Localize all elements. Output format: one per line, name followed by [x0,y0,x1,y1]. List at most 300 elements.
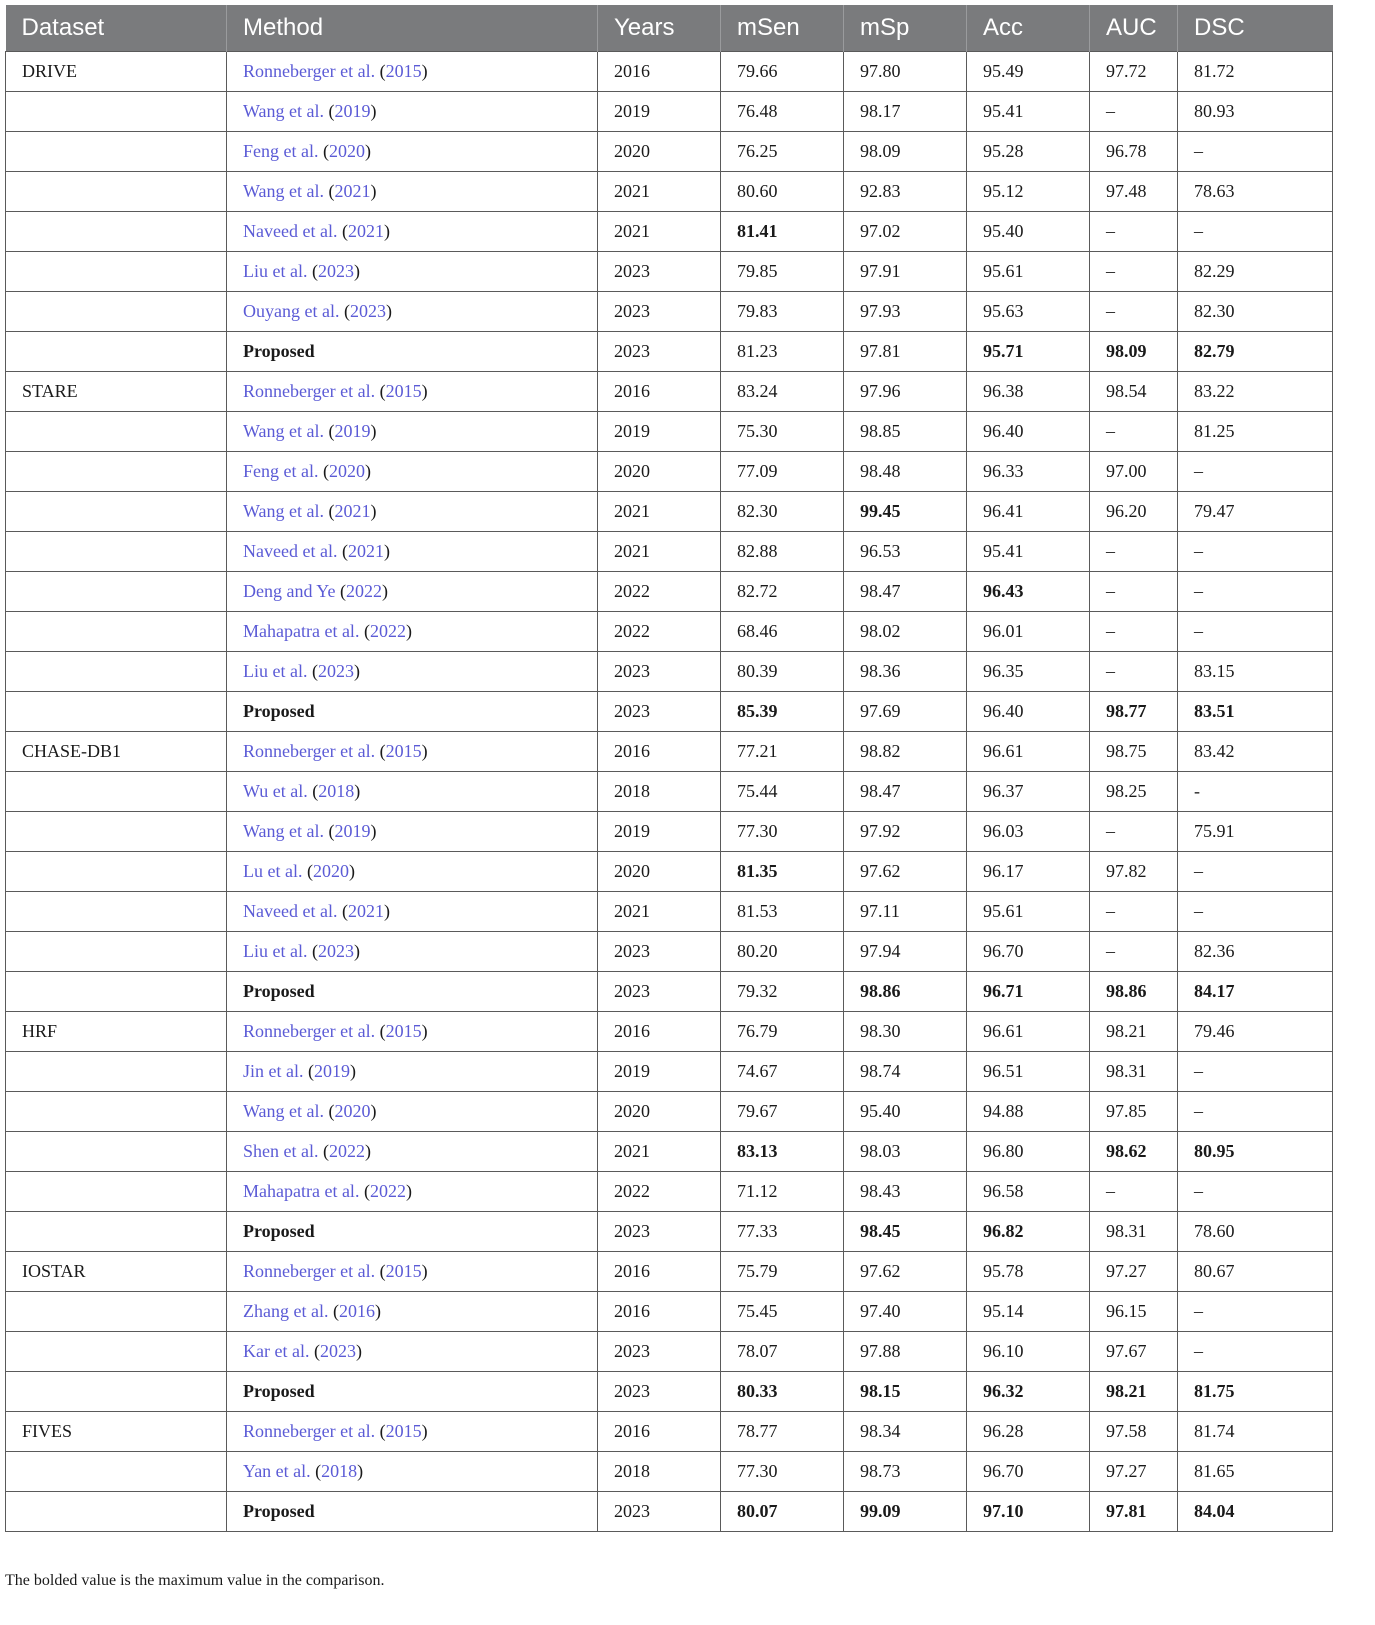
citation-author-link[interactable]: Ronneberger et al. [243,1261,376,1281]
header-method: Method [227,5,598,52]
table-row [6,532,1333,572]
citation-author-link[interactable]: Feng et al. [243,141,319,161]
dataset-cell [6,1172,227,1212]
dataset-cell [6,172,227,212]
acc-cell: 96.01 [967,612,1090,652]
acc-cell: 95.63 [967,292,1090,332]
citation-author-link[interactable]: Wu et al. [243,781,308,801]
years-cell: 2020 [598,852,721,892]
citation-year-link[interactable]: 2019 [334,101,371,121]
auc-cell: 98.21 [1090,1372,1178,1412]
table-row [6,1172,1333,1212]
table-row [6,1332,1333,1372]
method-cell: Naveed et al. (2021) [227,212,598,252]
acc-cell: 96.10 [967,1332,1090,1372]
table-row [6,1052,1333,1092]
years-cell: 2023 [598,972,721,1012]
method-cell: Wang et al. (2019) [227,92,598,132]
msp-cell: 98.73 [844,1452,967,1492]
msen-cell: 71.12 [721,1172,844,1212]
citation-author-link[interactable]: Ronneberger et al. [243,741,376,761]
auc-cell: 97.81 [1090,1492,1178,1532]
method-cell: Wang et al. (2019) [227,412,598,452]
msen-cell: 80.33 [721,1372,844,1412]
years-cell: 2021 [598,492,721,532]
years-cell: 2020 [598,1092,721,1132]
citation-year-link[interactable]: 2018 [318,781,355,801]
msp-cell: 98.47 [844,772,967,812]
dataset-cell: FIVES [6,1412,227,1452]
method-cell [227,1492,598,1532]
citation-year-link[interactable]: 2022 [369,1181,406,1201]
msen-cell: 77.30 [721,812,844,852]
table-row [6,932,1333,972]
citation-year-link[interactable]: 2021 [347,541,384,561]
acc-cell: 96.61 [967,1012,1090,1052]
auc-cell: – [1090,412,1178,452]
dataset-cell [6,1092,227,1132]
acc-cell: 96.80 [967,1132,1090,1172]
msen-cell: 82.72 [721,572,844,612]
header-acc: Acc [967,5,1090,52]
acc-cell: 95.78 [967,1252,1090,1292]
msp-cell: 98.17 [844,92,967,132]
years-cell: 2016 [598,1292,721,1332]
years-cell: 2020 [598,132,721,172]
dataset-cell [6,852,227,892]
dsc-cell: – [1178,132,1333,172]
auc-cell: – [1090,612,1178,652]
dsc-cell: 81.75 [1178,1372,1333,1412]
msen-cell: 81.35 [721,852,844,892]
citation-year-link[interactable]: 2021 [347,901,384,921]
proposed-label: Proposed [243,701,315,721]
method-cell: Naveed et al. (2021) [227,532,598,572]
citation-year-link[interactable]: 2023 [349,301,386,321]
years-cell: 2021 [598,212,721,252]
table-row [6,332,1333,372]
auc-cell: 97.72 [1090,52,1178,92]
dataset-cell [6,1372,227,1412]
method-cell: Ronneberger et al. (2015) [227,1012,598,1052]
citation-author-link[interactable]: Deng and Ye [243,581,336,601]
dsc-cell: – [1178,572,1333,612]
method-cell: Zhang et al. (2016) [227,1292,598,1332]
acc-cell: 96.35 [967,652,1090,692]
years-cell: 2023 [598,1212,721,1252]
citation-author-link[interactable]: Wang et al. [243,1101,325,1121]
citation-author-link[interactable]: Jin et al. [243,1061,304,1081]
msp-cell: 97.80 [844,52,967,92]
years-cell: 2023 [598,1332,721,1372]
citation-year-link[interactable]: 2020 [334,1101,371,1121]
dataset-cell [6,692,227,732]
dsc-cell: – [1178,892,1333,932]
citation-author-link[interactable]: Shen et al. [243,1141,319,1161]
msp-cell: 98.85 [844,412,967,452]
msp-cell: 98.47 [844,572,967,612]
dataset-cell: DRIVE [6,52,227,92]
years-cell: 2018 [598,772,721,812]
dsc-cell: 79.47 [1178,492,1333,532]
years-cell: 2019 [598,412,721,452]
auc-cell: 98.62 [1090,1132,1178,1172]
auc-cell: 96.15 [1090,1292,1178,1332]
table-row [6,652,1333,692]
years-cell: 2016 [598,1412,721,1452]
msp-cell: 97.69 [844,692,967,732]
auc-cell: 98.31 [1090,1052,1178,1092]
method-cell: Wang et al. (2020) [227,1092,598,1132]
method-cell: Wang et al. (2019) [227,812,598,852]
dataset-cell [6,1132,227,1172]
years-cell: 2022 [598,572,721,612]
msen-cell: 81.53 [721,892,844,932]
header-years: Years [598,5,721,52]
acc-cell: 95.14 [967,1292,1090,1332]
auc-cell: 98.54 [1090,372,1178,412]
years-cell: 2023 [598,332,721,372]
citation-year-link[interactable]: 2015 [385,741,422,761]
acc-cell: 95.61 [967,892,1090,932]
dataset-cell [6,412,227,452]
dsc-cell: – [1178,852,1333,892]
auc-cell: – [1090,212,1178,252]
msp-cell: 98.48 [844,452,967,492]
citation-author-link[interactable]: Mahapatra et al. [243,621,360,641]
citation-year-link[interactable]: 2020 [328,141,365,161]
auc-cell: – [1090,572,1178,612]
citation-year-link[interactable]: 2020 [328,461,365,481]
msen-cell: 83.24 [721,372,844,412]
acc-cell: 96.32 [967,1372,1090,1412]
citation-author-link[interactable]: Yan et al. [243,1461,311,1481]
citation-author-link[interactable]: Ouyang et al. [243,301,340,321]
acc-cell: 96.40 [967,412,1090,452]
acc-cell: 95.71 [967,332,1090,372]
proposed-label: Proposed [243,1221,315,1241]
auc-cell: – [1090,92,1178,132]
method-cell: Ouyang et al. (2023) [227,292,598,332]
msp-cell: 98.82 [844,732,967,772]
acc-cell: 95.41 [967,532,1090,572]
auc-cell: 98.09 [1090,332,1178,372]
citation-year-link[interactable]: 2022 [346,581,382,601]
years-cell: 2016 [598,372,721,412]
table-row [6,732,1333,772]
method-cell [227,1372,598,1412]
auc-cell: – [1090,252,1178,292]
acc-cell: 96.33 [967,452,1090,492]
citation-author-link[interactable]: Lu et al. [243,861,303,881]
table-row [6,772,1333,812]
msp-cell: 97.96 [844,372,967,412]
years-cell: 2016 [598,52,721,92]
dataset-cell [6,1292,227,1332]
dataset-cell [6,572,227,612]
msp-cell: 97.88 [844,1332,967,1372]
table-row [6,1252,1333,1292]
citation-author-link[interactable]: Wang et al. [243,181,325,201]
msp-cell: 98.36 [844,652,967,692]
auc-cell: 96.78 [1090,132,1178,172]
table-row [6,132,1333,172]
acc-cell: 95.40 [967,212,1090,252]
years-cell: 2023 [598,652,721,692]
method-cell: Feng et al. (2020) [227,132,598,172]
citation-year-link[interactable]: 2015 [385,381,422,401]
method-cell: Ronneberger et al. (2015) [227,1252,598,1292]
years-cell: 2019 [598,812,721,852]
auc-cell: 97.67 [1090,1332,1178,1372]
method-cell: Ronneberger et al. (2015) [227,1412,598,1452]
years-cell: 2020 [598,452,721,492]
dataset-cell: STARE [6,372,227,412]
citation-year-link[interactable]: 2015 [385,1021,422,1041]
citation-year-link[interactable]: 2020 [312,861,349,881]
dataset-cell [6,132,227,172]
method-cell: Deng and Ye (2022) [227,572,598,612]
table-row [6,492,1333,532]
dsc-cell: – [1178,612,1333,652]
citation-author-link[interactable]: Zhang et al. [243,1301,329,1321]
citation-year-link[interactable]: 2019 [334,421,371,441]
msp-cell: 98.34 [844,1412,967,1452]
citation-year-link[interactable]: 2023 [317,661,354,681]
citation-author-link[interactable]: Kar et al. [243,1341,310,1361]
msen-cell: 76.48 [721,92,844,132]
table-row [6,212,1333,252]
table-row [6,812,1333,852]
msen-cell: 79.67 [721,1092,844,1132]
dsc-cell: - [1178,772,1333,812]
acc-cell: 96.37 [967,772,1090,812]
citation-author-link[interactable]: Liu et al. [243,261,308,281]
citation-author-link[interactable]: Ronneberger et al. [243,381,376,401]
citation-author-link[interactable]: Naveed et al. [243,541,338,561]
msp-cell: 98.09 [844,132,967,172]
msp-cell: 92.83 [844,172,967,212]
dataset-cell [6,452,227,492]
msp-cell: 98.86 [844,972,967,1012]
table-row [6,92,1333,132]
msen-cell: 75.45 [721,1292,844,1332]
citation-author-link[interactable]: Ronneberger et al. [243,61,376,81]
msen-cell: 81.41 [721,212,844,252]
years-cell: 2022 [598,1172,721,1212]
citation-author-link[interactable]: Naveed et al. [243,221,338,241]
dsc-cell: 75.91 [1178,812,1333,852]
citation-year-link[interactable]: 2021 [334,501,371,521]
auc-cell: 97.00 [1090,452,1178,492]
dsc-cell: 80.93 [1178,92,1333,132]
dsc-cell: 82.36 [1178,932,1333,972]
citation-author-link[interactable]: Liu et al. [243,661,308,681]
msen-cell: 78.07 [721,1332,844,1372]
citation-year-link[interactable]: 2019 [334,821,371,841]
table-row [6,1292,1333,1332]
acc-cell: 96.40 [967,692,1090,732]
years-cell: 2023 [598,292,721,332]
years-cell: 2023 [598,1372,721,1412]
acc-cell: 95.41 [967,92,1090,132]
dataset-cell [6,1052,227,1092]
citation-author-link[interactable]: Wang et al. [243,101,325,121]
citation-year-link[interactable]: 2021 [347,221,384,241]
citation-year-link[interactable]: 2016 [338,1301,375,1321]
dataset-cell [6,292,227,332]
citation-year-link[interactable]: 2019 [314,1061,350,1081]
msen-cell: 80.07 [721,1492,844,1532]
table-row [6,1132,1333,1172]
msp-cell: 97.93 [844,292,967,332]
citation-author-link[interactable]: Naveed et al. [243,901,338,921]
auc-cell: 97.27 [1090,1452,1178,1492]
table-row [6,612,1333,652]
acc-cell: 96.17 [967,852,1090,892]
citation-year-link[interactable]: 2015 [385,61,422,81]
header-row [6,5,1333,52]
citation-author-link[interactable]: Wang et al. [243,821,325,841]
auc-cell: – [1090,892,1178,932]
method-cell: Liu et al. (2023) [227,932,598,972]
acc-cell: 96.38 [967,372,1090,412]
msen-cell: 79.66 [721,52,844,92]
msen-cell: 79.83 [721,292,844,332]
auc-cell: – [1090,292,1178,332]
acc-cell: 95.12 [967,172,1090,212]
dsc-cell: 83.15 [1178,652,1333,692]
dsc-cell: 79.46 [1178,1012,1333,1052]
table-row [6,692,1333,732]
years-cell: 2022 [598,612,721,652]
citation-author-link[interactable]: Feng et al. [243,461,319,481]
dsc-cell: 81.72 [1178,52,1333,92]
comparison-table [5,5,1333,1532]
citation-author-link[interactable]: Wang et al. [243,421,325,441]
dataset-cell [6,932,227,972]
method-cell: Mahapatra et al. (2022) [227,612,598,652]
acc-cell: 96.82 [967,1212,1090,1252]
method-cell: Shen et al. (2022) [227,1132,598,1172]
citation-year-link[interactable]: 2022 [328,1141,365,1161]
method-cell: Liu et al. (2023) [227,252,598,292]
table-footnote: The bolded value is the maximum value in the comparison. [5,1572,385,1589]
header-msen: mSen [721,5,844,52]
msen-cell: 74.67 [721,1052,844,1092]
dataset-cell [6,252,227,292]
table-row [6,1092,1333,1132]
acc-cell: 96.51 [967,1052,1090,1092]
table-body [6,52,1333,1532]
msp-cell: 95.40 [844,1092,967,1132]
table-row [6,1212,1333,1252]
auc-cell: 98.75 [1090,732,1178,772]
table-row [6,892,1333,932]
dataset-cell [6,92,227,132]
dsc-cell: 80.67 [1178,1252,1333,1292]
acc-cell: 96.61 [967,732,1090,772]
msen-cell: 79.32 [721,972,844,1012]
auc-cell: – [1090,812,1178,852]
auc-cell: – [1090,652,1178,692]
acc-cell: 96.70 [967,932,1090,972]
citation-year-link[interactable]: 2022 [369,621,406,641]
dataset-cell [6,1332,227,1372]
comparison-table-container [5,5,1332,1532]
years-cell: 2021 [598,532,721,572]
method-cell: Liu et al. (2023) [227,652,598,692]
table-row [6,1452,1333,1492]
msen-cell: 68.46 [721,612,844,652]
dsc-cell: 83.51 [1178,692,1333,732]
msen-cell: 85.39 [721,692,844,732]
dataset-cell [6,972,227,1012]
dataset-cell [6,1452,227,1492]
table-row [6,972,1333,1012]
citation-year-link[interactable]: 2015 [385,1261,422,1281]
dsc-cell: 81.65 [1178,1452,1333,1492]
dsc-cell: – [1178,212,1333,252]
proposed-label: Proposed [243,981,315,1001]
years-cell: 2021 [598,172,721,212]
msp-cell: 97.81 [844,332,967,372]
msp-cell: 99.09 [844,1492,967,1532]
method-cell: Wang et al. (2021) [227,172,598,212]
dsc-cell: 80.95 [1178,1132,1333,1172]
citation-author-link[interactable]: Ronneberger et al. [243,1421,376,1441]
citation-author-link[interactable]: Mahapatra et al. [243,1181,360,1201]
dsc-cell: – [1178,532,1333,572]
citation-year-link[interactable]: 2023 [317,261,354,281]
msp-cell: 97.92 [844,812,967,852]
proposed-label: Proposed [243,1381,315,1401]
method-cell: Wu et al. (2018) [227,772,598,812]
citation-year-link[interactable]: 2018 [321,1461,358,1481]
msp-cell: 97.62 [844,1252,967,1292]
auc-cell: 97.85 [1090,1092,1178,1132]
dsc-cell: 83.42 [1178,732,1333,772]
citation-year-link[interactable]: 2015 [385,1421,422,1441]
table-row [6,252,1333,292]
citation-year-link[interactable]: 2023 [319,1341,356,1361]
auc-cell: 97.82 [1090,852,1178,892]
dataset-cell [6,772,227,812]
years-cell: 2016 [598,1012,721,1052]
citation-year-link[interactable]: 2021 [334,181,371,201]
citation-author-link[interactable]: Wang et al. [243,501,325,521]
citation-author-link[interactable]: Liu et al. [243,941,308,961]
method-cell: Yan et al. (2018) [227,1452,598,1492]
citation-author-link[interactable]: Ronneberger et al. [243,1021,376,1041]
dsc-cell: 78.63 [1178,172,1333,212]
dsc-cell: 83.22 [1178,372,1333,412]
msen-cell: 76.25 [721,132,844,172]
msp-cell: 99.45 [844,492,967,532]
method-cell: Naveed et al. (2021) [227,892,598,932]
citation-year-link[interactable]: 2023 [317,941,354,961]
acc-cell: 96.28 [967,1412,1090,1452]
auc-cell: 97.58 [1090,1412,1178,1452]
dataset-cell [6,1492,227,1532]
table-row [6,52,1333,92]
years-cell: 2023 [598,932,721,972]
auc-cell: – [1090,1172,1178,1212]
table-row [6,1372,1333,1412]
msp-cell: 97.91 [844,252,967,292]
dsc-cell: 78.60 [1178,1212,1333,1252]
auc-cell: 98.21 [1090,1012,1178,1052]
